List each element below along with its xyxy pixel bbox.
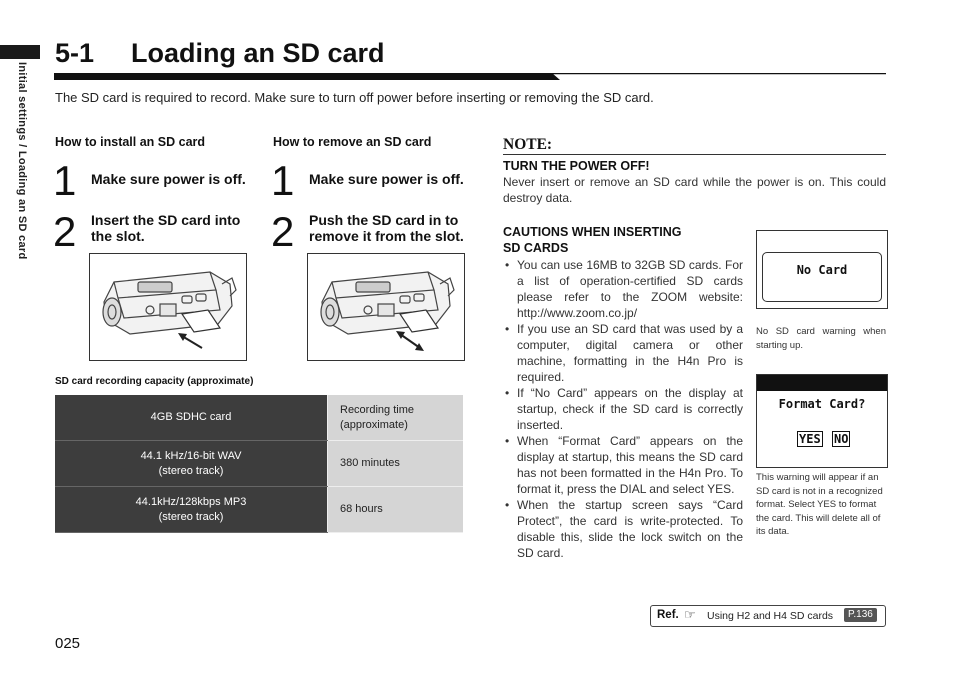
cell-line: 44.1 kHz/16-bit WAV [140, 449, 242, 462]
format-card-caption: This warning will appear if an SD card is not in a recognized format. Select YES to format the card. This will delete all of its data. [756, 472, 883, 537]
capacity-table [55, 395, 463, 533]
side-section-label: Initial settings / Loading an SD card [16, 62, 28, 260]
table-cell [55, 441, 328, 487]
table-cell [55, 487, 328, 533]
section-number: 5-1 [55, 38, 95, 68]
cautions-heading-line1: CAUTIONS WHEN INSERTING [503, 225, 682, 239]
remove-step-1-number: 1 [271, 157, 295, 204]
table-cell: Recording time (approximate) [328, 395, 464, 441]
list-item: • If “No Card” appears on the display at startup, check if the SD card is correctly inserted. [503, 385, 743, 433]
cell-line: 4GB SDHC card [150, 411, 232, 423]
insert-card-illustration [89, 253, 247, 361]
table-cell: 380 minutes [328, 441, 464, 487]
table-cell [55, 395, 328, 441]
page-number: 025 [55, 635, 81, 652]
ref-page-badge[interactable]: P.136 [844, 608, 877, 622]
install-heading: How to install an SD card [55, 135, 206, 149]
list-item: • You can use 16MB to 32GB SD cards. For a list of operation-certified SD cards please refer to the ZOOM website: http://www.zoom.co.jp/ [503, 257, 743, 321]
no-card-display [756, 230, 888, 309]
power-heading: TURN THE POWER OFF! [503, 159, 650, 173]
table-row [55, 487, 463, 533]
remove-step-1-text: Make sure power is off. [309, 171, 464, 187]
intro-text: The SD card is required to record. Make sure to turn off power before inserting or removing the SD card. [55, 90, 654, 105]
list-item: • When “Format Card” appears on the display at startup, this means the SD card has not been formatted in the H4n Pro. To format it, press the DIAL and select YES. [503, 433, 743, 497]
format-card-display [756, 374, 888, 468]
remove-card-illustration [307, 253, 465, 361]
list-item: • When the startup screen says “Card Protect”, the card is write-protected. To disable this, slide the lock switch on the SD card. [503, 497, 743, 561]
cautions-heading-line2: SD CARDS [503, 241, 569, 255]
cell-line: (stereo track) [158, 464, 224, 477]
yes-option: YES [799, 432, 821, 446]
page-title: Loading an SD card [131, 38, 385, 68]
pointing-hand-icon: ☞ [684, 607, 696, 622]
note-label: NOTE: [503, 136, 553, 153]
capacity-heading: SD card recording capacity (approximate) [55, 376, 254, 387]
install-step-2-number: 2 [53, 208, 77, 255]
ref-text[interactable]: Using H2 and H4 SD cards [707, 610, 834, 622]
table-row [55, 441, 463, 487]
lcd-header-bar [757, 375, 887, 391]
cell-line: 44.1kHz/128kbps MP3 [135, 495, 247, 508]
title-underline [54, 71, 886, 81]
ref-label: Ref. [657, 609, 679, 621]
remove-heading: How to remove an SD card [273, 135, 432, 149]
install-step-1-number: 1 [53, 157, 77, 204]
no-card-caption: No SD card warning when starting up. [756, 326, 886, 351]
power-text: Never insert or remove an SD card while the power is on. This could destroy data. [503, 175, 886, 205]
table-cell: 68 hours [328, 487, 464, 533]
install-step-1-text: Make sure power is off. [91, 171, 246, 187]
format-card-title: Format Card? [778, 397, 866, 411]
no-option: NO [834, 432, 849, 446]
reference-box [650, 605, 886, 627]
lcd-frame [762, 252, 882, 302]
cautions-list [503, 257, 743, 561]
install-step-2-text: Insert the SD card into the slot. [91, 212, 241, 244]
table-row [55, 395, 463, 441]
cell-line: (stereo track) [158, 510, 224, 523]
no-card-text: No Card [796, 263, 848, 277]
remove-step-2-text: Push the SD card in to remove it from the slot. [309, 212, 464, 244]
list-item: • If you use an SD card that was used by a computer, digital camera or other machine, formatting in the H4n Pro is required. [503, 321, 743, 385]
side-tab-marker [0, 45, 40, 59]
remove-step-2-number: 2 [271, 208, 295, 255]
note-divider [503, 154, 886, 155]
